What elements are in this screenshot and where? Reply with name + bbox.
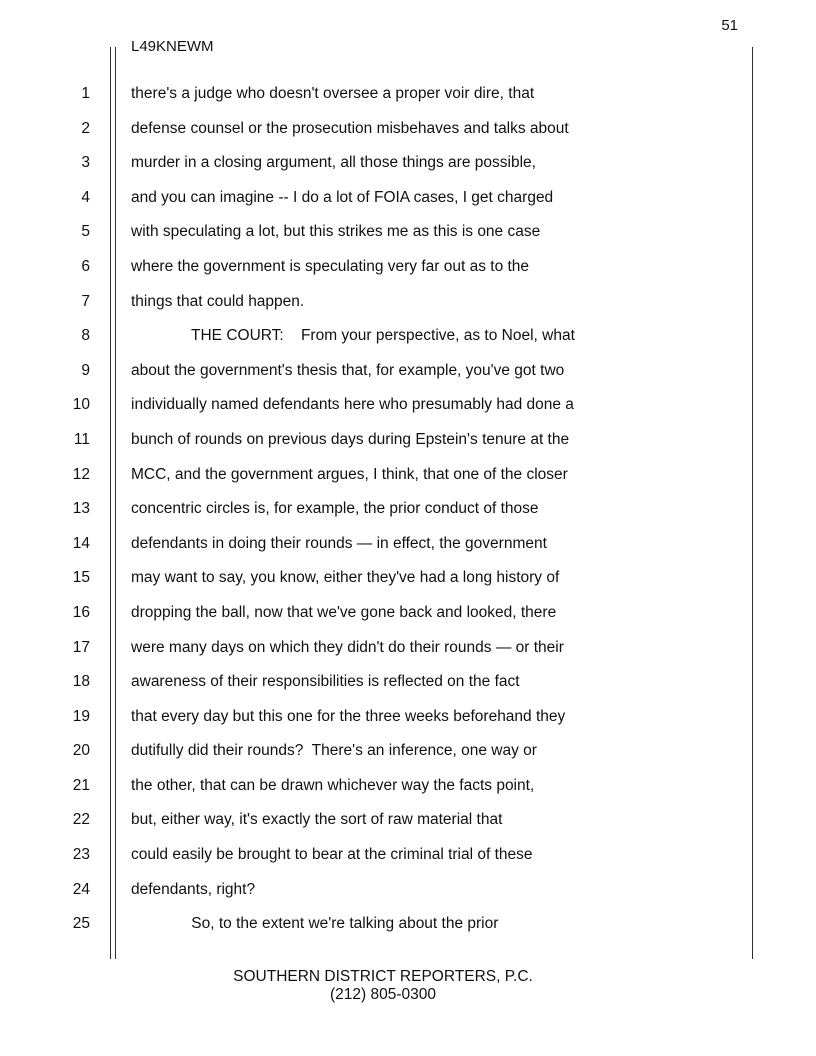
transcript-line	[0, 292, 816, 327]
line-text: where the government is speculating very far out as to the	[131, 257, 530, 275]
transcript-line	[0, 845, 816, 880]
line-number: 14	[72, 534, 90, 552]
reporter-phone: (212) 805-0300	[330, 986, 436, 1003]
transcript-line	[0, 776, 816, 811]
line-text: murder in a closing argument, all those things are possible,	[131, 154, 536, 172]
transcript-line	[0, 672, 816, 707]
line-number: 13	[72, 500, 90, 518]
line-text: the other, that can be drawn whichever way the facts point,	[131, 776, 535, 794]
line-text: awareness of their responsibilities is reflected on the fact	[131, 673, 520, 691]
line-number: 7	[81, 292, 90, 310]
line-number: 10	[72, 396, 90, 414]
transcript-line	[0, 326, 816, 361]
line-text: and you can imagine -- I do a lot of FOIA cases, I get charged	[131, 188, 554, 206]
line-text: things that could happen.	[131, 292, 305, 310]
line-number: 9	[81, 361, 90, 379]
line-text: about the government's thesis that, for example, you've got two	[131, 361, 565, 379]
line-text: were many days on which they didn't do their rounds — or their	[131, 638, 564, 656]
line-text: individually named defendants here who presumably had done a	[131, 396, 574, 414]
line-number: 22	[72, 811, 90, 829]
line-text: MCC, and the government argues, I think, that one of the closer	[131, 465, 568, 483]
transcript-line	[0, 707, 816, 742]
transcript-body	[0, 84, 816, 949]
transcript-line	[0, 568, 816, 603]
transcript-line	[0, 430, 816, 465]
line-text: but, either way, it's exactly the sort of raw material that	[131, 811, 503, 829]
line-text: defendants in doing their rounds — in effect, the government	[131, 534, 547, 552]
line-text: dutifully did their rounds? There's an inference, one way or	[131, 742, 537, 760]
line-text: dropping the ball, now that we've gone back and looked, there	[131, 603, 557, 621]
line-number: 3	[81, 154, 90, 172]
line-text: could easily be brought to bear at the criminal trial of these	[131, 846, 533, 864]
line-number: 15	[72, 569, 90, 587]
transcript-line	[0, 222, 816, 257]
transcript-line	[0, 361, 816, 396]
line-number: 6	[81, 257, 90, 275]
transcript-line	[0, 395, 816, 430]
line-number: 18	[72, 673, 90, 691]
line-number: 5	[81, 223, 90, 241]
line-number: 12	[72, 465, 90, 483]
line-text: defendants, right?	[131, 880, 256, 898]
line-number: 8	[81, 327, 90, 345]
line-text: concentric circles is, for example, the prior conduct of those	[131, 500, 539, 518]
line-text: THE COURT: From your perspective, as to Noel, what	[131, 327, 575, 345]
transcript-line	[0, 153, 816, 188]
page-footer	[0, 968, 766, 1004]
transcript-line	[0, 499, 816, 534]
case-identifier: L49KNEWM	[131, 38, 214, 55]
line-number: 2	[81, 119, 90, 137]
line-text: So, to the extent we're talking about the prior	[131, 915, 499, 933]
line-number: 11	[73, 430, 90, 448]
transcript-line	[0, 119, 816, 154]
transcript-line	[0, 257, 816, 292]
line-number: 20	[72, 742, 90, 760]
transcript-line	[0, 84, 816, 119]
page-number: 51	[721, 17, 738, 34]
line-text: may want to say, you know, either they've had a long history of	[131, 569, 560, 587]
line-text: there's a judge who doesn't oversee a proper voir dire, that	[131, 85, 535, 102]
transcript-line	[0, 741, 816, 776]
line-number: 23	[72, 846, 90, 864]
line-number: 4	[81, 188, 90, 206]
transcript-line	[0, 638, 816, 673]
transcript-line	[0, 465, 816, 500]
transcript-line	[0, 914, 816, 949]
line-text: defense counsel or the prosecution misbehaves and talks about	[131, 119, 569, 137]
line-number: 16	[72, 603, 90, 621]
line-text: bunch of rounds on previous days during Epstein's tenure at the	[131, 430, 570, 448]
transcript-line	[0, 810, 816, 845]
line-number: 21	[72, 776, 90, 794]
line-number: 25	[72, 915, 90, 933]
line-text: that every day but this one for the three weeks beforehand they	[131, 707, 566, 725]
line-text: with speculating a lot, but this strikes me as this is one case	[131, 223, 541, 241]
line-number: 19	[72, 707, 90, 725]
reporter-name: SOUTHERN DISTRICT REPORTERS, P.C.	[233, 968, 533, 985]
transcript-line	[0, 880, 816, 915]
transcript-line	[0, 188, 816, 223]
transcript-line	[0, 603, 816, 638]
line-number: 24	[72, 880, 90, 898]
transcript-line	[0, 534, 816, 569]
line-number: 1	[81, 85, 90, 102]
line-number: 17	[72, 638, 90, 656]
